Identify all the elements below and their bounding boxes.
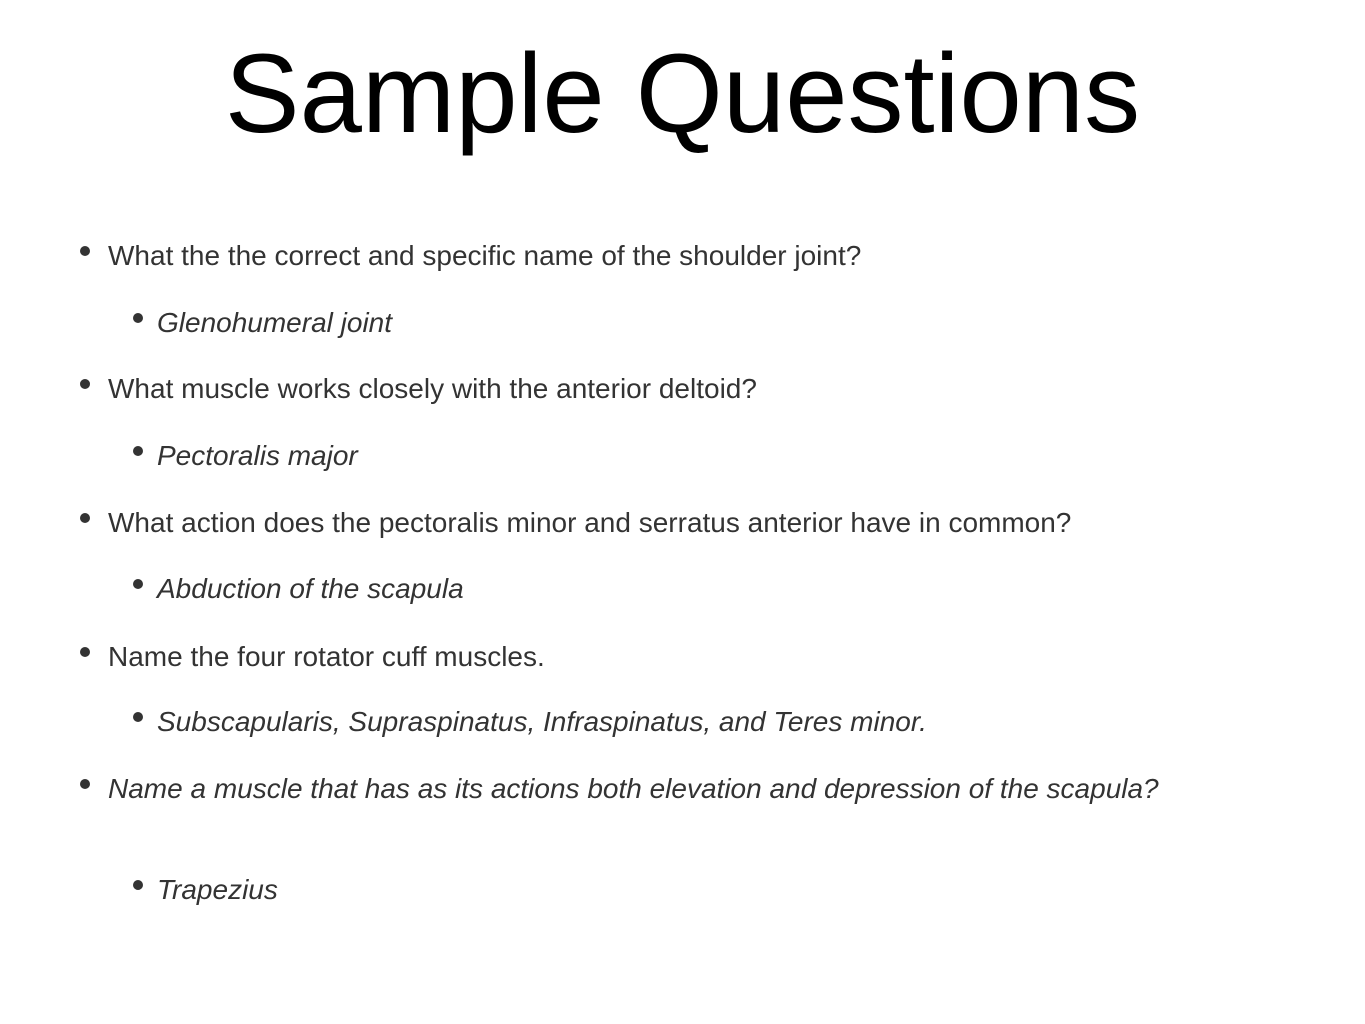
list-item-answer-5 (157, 873, 278, 907)
bullet-icon (133, 880, 143, 890)
slide-title: Sample Questions (224, 31, 1141, 156)
list-item-question-4 (108, 640, 545, 674)
bullet-icon (133, 712, 143, 722)
answer-text: Subscapularis, Supraspinatus, Infraspinatus, and Teres minor. (157, 706, 927, 737)
bullet-icon (80, 647, 90, 657)
list-item-question-2 (108, 372, 757, 406)
question-text: Name a muscle that has as its actions both elevation and depression of the scapula? (108, 773, 1159, 804)
list-item-question-5 (108, 772, 1258, 806)
question-text: What the the correct and specific name of the shoulder joint? (108, 240, 862, 271)
question-text: Name the four rotator cuff muscles. (108, 641, 545, 672)
bullet-icon (80, 513, 90, 523)
bullet-icon (133, 446, 143, 456)
bullet-icon (80, 779, 90, 789)
list-item-answer-3 (157, 572, 464, 606)
question-text: What muscle works closely with the anterior deltoid? (108, 373, 757, 404)
list-item-question-1 (108, 239, 861, 273)
answer-text: Abduction of the scapula (157, 573, 464, 604)
list-item-answer-4 (157, 705, 927, 739)
answer-text: Trapezius (157, 874, 278, 905)
answer-text: Pectoralis major (157, 440, 358, 471)
bullet-icon (80, 246, 90, 256)
list-item-answer-2 (157, 439, 358, 473)
list-item-answer-1 (157, 306, 392, 340)
answer-text: Glenohumeral joint (157, 307, 393, 338)
bullet-icon (133, 313, 143, 323)
list-item-question-3 (108, 506, 1071, 540)
bullet-icon (80, 379, 90, 389)
question-text: What action does the pectoralis minor and serratus anterior have in common? (108, 507, 1072, 538)
bullet-icon (133, 579, 143, 589)
